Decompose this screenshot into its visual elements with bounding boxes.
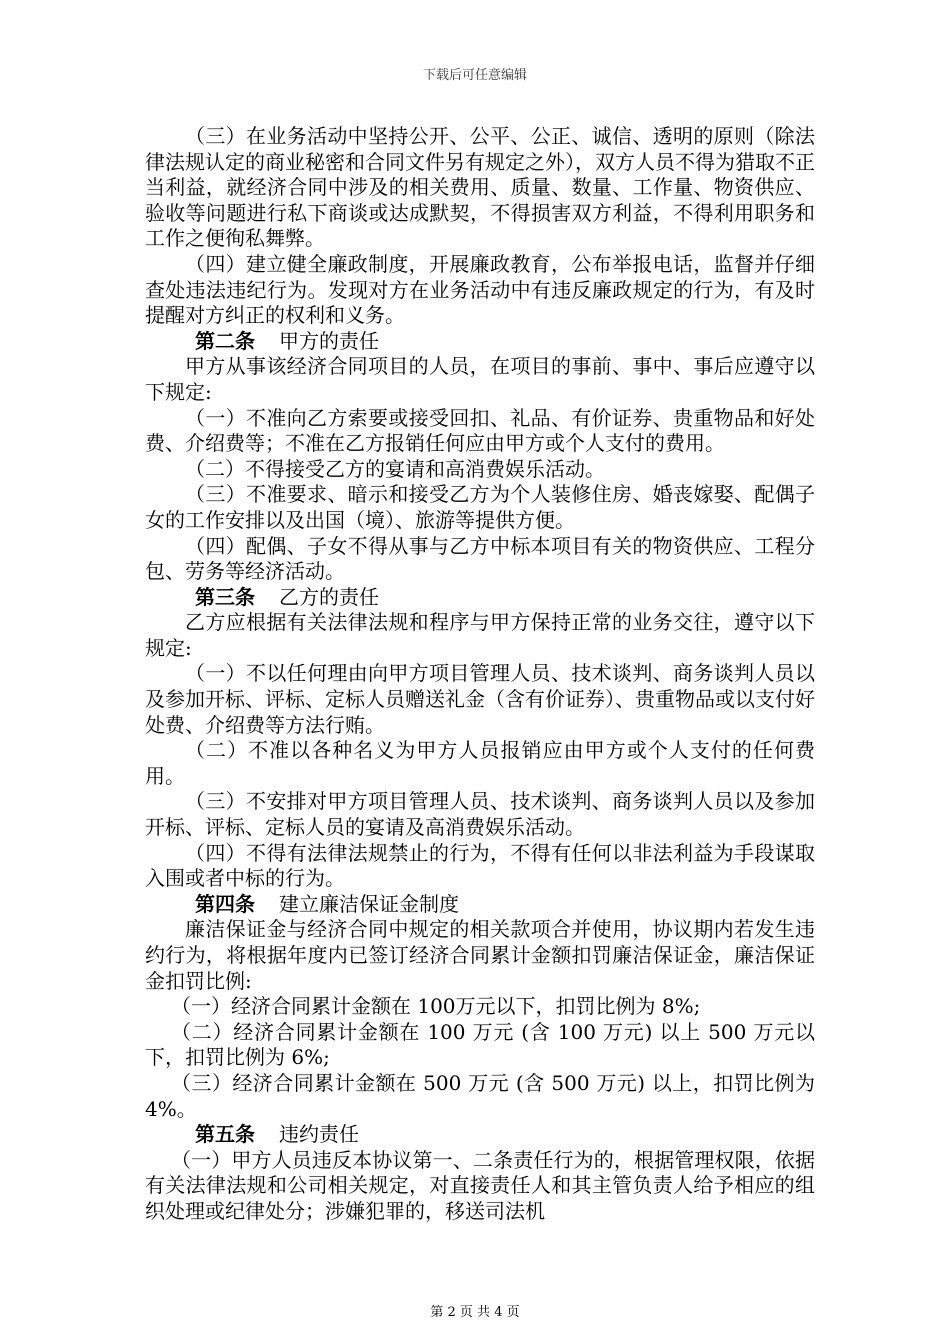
paragraph: （一）甲方人员违反本协议第一、二条责任行为的，根据管理权限，依据有关法律法规和公司相关规定，对直接责任人和其主管负责人给予相应的组织处理或纪律处分；涉嫌犯罪的，移送司法机 xyxy=(145,1147,815,1223)
paragraph: （四）不得有法律法规禁止的行为，不得有任何以非法利益为手段谋取入围或者中标的行为。 xyxy=(145,840,815,891)
article-number: 第四条 xyxy=(195,891,255,916)
article-heading xyxy=(145,329,815,355)
article-title: 甲方的责任 xyxy=(279,328,379,353)
article-heading xyxy=(145,892,815,918)
paragraph: （一）不以任何理由向甲方项目管理人员、技术谈判、商务谈判人员以及参加开标、评标、定标人员赠送礼金（含有价证券）、贵重物品或以支付好处费、介绍费等方法行贿。 xyxy=(145,661,815,737)
paragraph: （四）配偶、子女不得从事与乙方中标本项目有关的物资供应、工程分包、劳务等经济活动。 xyxy=(145,533,815,584)
article-number: 第二条 xyxy=(195,328,255,353)
article-title: 违约责任 xyxy=(279,1122,359,1147)
paragraph: （一）经济合同累计金额在 100万元以下，扣罚比例为 8%; xyxy=(171,994,701,1019)
paragraph: （三）经济合同累计金额在 500 万元 (含 500 万元) 以上，扣罚比例为 4%。 xyxy=(145,1070,815,1121)
paragraph: （四）建立健全廉政制度，开展廉政教育，公布举报电话，监督并仔细查处违法违纪行为。发现对方在业务活动中有违反廉政规定的行为，有及时提醒对方纠正的权利和义务。 xyxy=(145,251,815,328)
document-body xyxy=(145,124,815,1225)
paragraph: （一）不准向乙方索要或接受回扣、礼品、有价证券、贵重物品和好处费、介绍费等；不准在乙方报销任何应由甲方或个人支付的费用。 xyxy=(145,405,815,456)
paragraph: （三）不准要求、暗示和接受乙方为个人装修住房、婚丧嫁娶、配偶子女的工作安排以及出国（境）、旅游等提供方便。 xyxy=(145,482,815,532)
article-heading xyxy=(145,585,815,611)
article-number: 第五条 xyxy=(195,1122,255,1147)
article-title: 建立廉洁保证金制度 xyxy=(279,891,459,916)
page-footer: 第 2 页 共 4 页 xyxy=(430,1305,520,1320)
paragraph: （三）在业务活动中坚持公开、公平、公正、诚信、透明的原则（除法律法规认定的商业秘密和合同文件另有规定之外），双方人员不得为猎取不正当利益，就经济合同中涉及的相关费用、质量、数量、工作量、物资供应、验收等问题进行私下商谈或达成默契，不得损害双方利益，不得利用职务和工作之便徇私舞弊。 xyxy=(145,124,815,251)
paragraph: 廉洁保证金与经济合同中规定的相关款项合并使用，协议期内若发生违约行为，将根据年度内已签订经济合同累计金额扣罚廉洁保证金，廉洁保证金扣罚比例: xyxy=(145,917,815,993)
paragraph: 乙方应根据有关法律法规和程序与甲方保持正常的业务交往，遵守以下规定: xyxy=(145,610,815,660)
article-heading xyxy=(145,1122,815,1148)
article-title: 乙方的责任 xyxy=(279,584,379,609)
page-header: 下载后可任意编辑 xyxy=(422,68,527,83)
paragraph: 甲方从事该经济合同项目的人员，在项目的事前、事中、事后应遵守以下规定: xyxy=(145,354,815,404)
paragraph: （二）不准以各种名义为甲方人员报销应由甲方或个人支付的任何费用。 xyxy=(145,738,815,788)
article-number: 第三条 xyxy=(195,584,255,609)
paragraph: （二）经济合同累计金额在 100 万元 (含 100 万元) 以上 500 万元以下，扣罚比例为 6%; xyxy=(145,1019,815,1070)
paragraph: （三）不安排对甲方项目管理人员、技术谈判、商务谈判人员以及参加开标、评标、定标人员的宴请及高消费娱乐活动。 xyxy=(145,789,815,840)
paragraph: （二）不得接受乙方的宴请和高消费娱乐活动。 xyxy=(185,456,605,481)
